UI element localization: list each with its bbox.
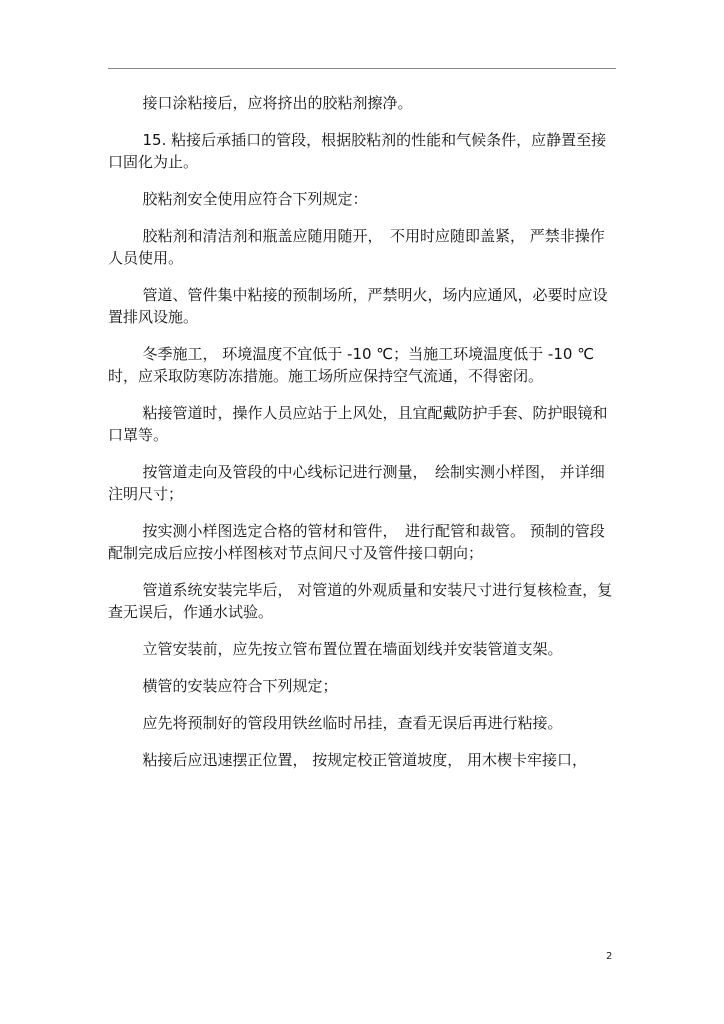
paragraph: 接口涂粘接后，应将挤出的胶粘剂擦净。 xyxy=(142,94,413,112)
page-number: 2 xyxy=(606,951,613,962)
paragraph: 胶粘剂安全使用应符合下列规定： xyxy=(142,190,368,208)
paragraph: 管道系统安装完毕后， 对管道的外观质量和安装尺寸进行复核检查，复查无误后，作通水试验。 xyxy=(108,581,613,621)
paragraph: 横管的安装应符合下列规定； xyxy=(142,677,338,695)
paragraph: 按管道走向及管段的中心线标记进行测量， 绘制实测小样图， 并详细注明尺寸； xyxy=(108,463,605,503)
document-body xyxy=(108,92,618,771)
paragraph: 胶粘剂和清洁剂和瓶盖应随用随开， 不用时应随即盖紧， 严禁非操作人员使用。 xyxy=(108,227,605,267)
paragraph: 粘接管道时，操作人员应站于上风处，且宜配戴防护手套、防护眼镜和口罩等。 xyxy=(108,404,608,444)
paragraph: 应先将预制好的管段用铁丝临时吊挂，查看无误后再进行粘接。 xyxy=(142,714,563,732)
paragraph: 管道、管件集中粘接的预制场所，严禁明火，场内应通风，必要时应设置排风设施。 xyxy=(108,286,608,326)
paragraph: 粘接后应迅速摆正位置， 按规定校正管道坡度， 用木楔卡牢接口， xyxy=(142,751,588,769)
paragraph: 立管安装前，应先按立管布置位置在墙面划线并安装管道支架。 xyxy=(142,640,563,658)
paragraph: 15. 粘接后承插口的管段，根据胶粘剂的性能和气候条件，应静置至接口固化为止。 xyxy=(108,131,607,171)
paragraph: 按实测小样图选定合格的管材和管件， 进行配管和裁管。 预制的管段配制完成后应按小样图核对节点间尺寸及管件接口朝向； xyxy=(108,522,605,562)
header-rule xyxy=(108,68,616,69)
paragraph: 冬季施工， 环境温度不宜低于 -10 ℃；当施工环境温度低于 -10 ℃时，应采取防寒防冻措施。施工场所应保持空气流通，不得密闭。 xyxy=(108,345,595,385)
